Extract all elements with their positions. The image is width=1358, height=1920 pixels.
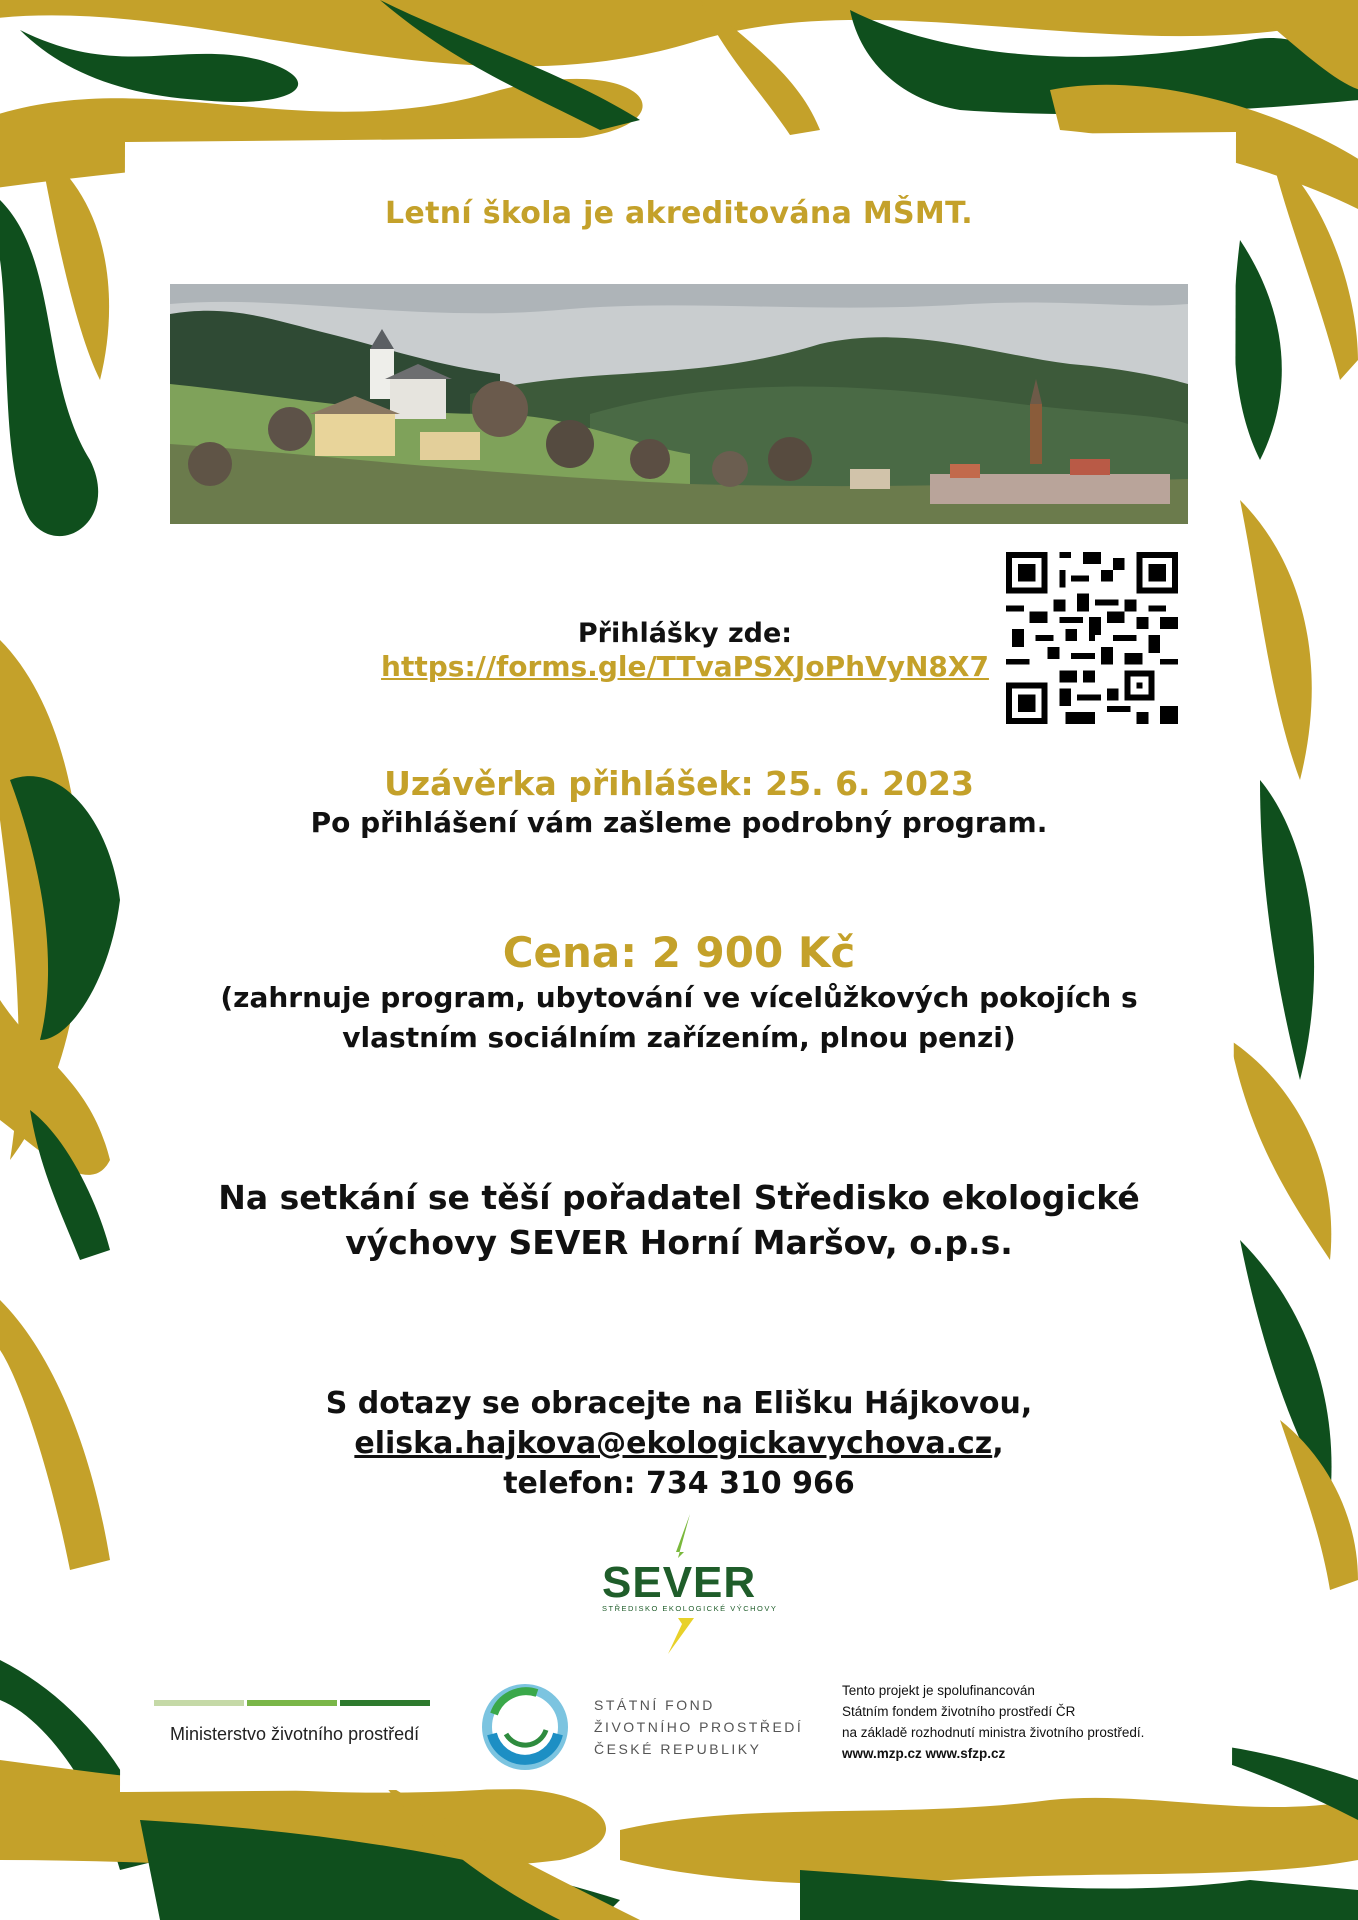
sfzp-name-line: ŽIVOTNÍHO PROSTŘEDÍ bbox=[594, 1719, 804, 1735]
email-comma: , bbox=[992, 1426, 1004, 1461]
sfzp-name-line: ČESKÉ REPUBLIKY bbox=[594, 1741, 762, 1757]
application-deadline: Uzávěrka přihlášek: 25. 6. 2023 bbox=[384, 764, 974, 803]
organizer-line: výchovy SEVER Horní Maršov, o.p.s. bbox=[345, 1223, 1013, 1262]
price-description bbox=[0, 978, 1358, 1058]
program-info-text: Po přihlášení vám zašleme podrobný program. bbox=[310, 806, 1048, 839]
contact-intro: S dotazy se obracejte na Elišku Hájkovou, bbox=[325, 1386, 1033, 1421]
ministry-name: Ministerstvo životního prostředí bbox=[170, 1724, 420, 1744]
qr-code-icon bbox=[1006, 552, 1178, 724]
ministry-logo-bars bbox=[154, 1700, 430, 1706]
accreditation-text: Letní škola je akreditována MŠMT. bbox=[385, 196, 973, 231]
cofinancing-websites[interactable]: www.mzp.cz www.sfzp.cz bbox=[842, 1746, 1006, 1761]
organizer-line: Na setkání se těší pořadatel Středisko ekologické bbox=[218, 1178, 1140, 1217]
sfzp-name bbox=[594, 1694, 803, 1760]
applications-label: Přihlášky zde: bbox=[577, 618, 793, 649]
contact-email-line bbox=[0, 1426, 1358, 1461]
organizer-text bbox=[0, 1175, 1358, 1265]
price-title: Cena: 2 900 Kč bbox=[502, 928, 856, 977]
price-description-line: (zahrnuje program, ubytování ve vícelůžkových pokojích s bbox=[220, 981, 1138, 1014]
sfzp-name-line: STÁTNÍ FOND bbox=[594, 1697, 715, 1713]
sever-logo-subtitle: STŘEDISKO EKOLOGICKÉ VÝCHOVY bbox=[602, 1604, 778, 1613]
price-description-line: vlastním sociálním zařízením, plnou penzi) bbox=[342, 1021, 1016, 1054]
sfzp-circle-logo-icon bbox=[482, 1684, 568, 1770]
cofinancing-note bbox=[842, 1680, 1144, 1764]
cofinancing-line: na základě rozhodnutí ministra životního prostředí. bbox=[842, 1725, 1145, 1740]
village-landscape-photo bbox=[170, 284, 1188, 524]
cofinancing-line: Státním fondem životního prostředí ČR bbox=[842, 1704, 1076, 1719]
cofinancing-line: Tento projekt je spolufinancován bbox=[842, 1683, 1035, 1698]
application-form-link[interactable]: https://forms.gle/TTvaPSXJoPhVyN8X7 bbox=[381, 650, 989, 683]
contact-email-link[interactable]: eliska.hajkova@ekologickavychova.cz bbox=[354, 1426, 993, 1461]
contact-phone: telefon: 734 310 966 bbox=[503, 1466, 855, 1501]
sever-logo-text: SEVER bbox=[602, 1558, 757, 1607]
